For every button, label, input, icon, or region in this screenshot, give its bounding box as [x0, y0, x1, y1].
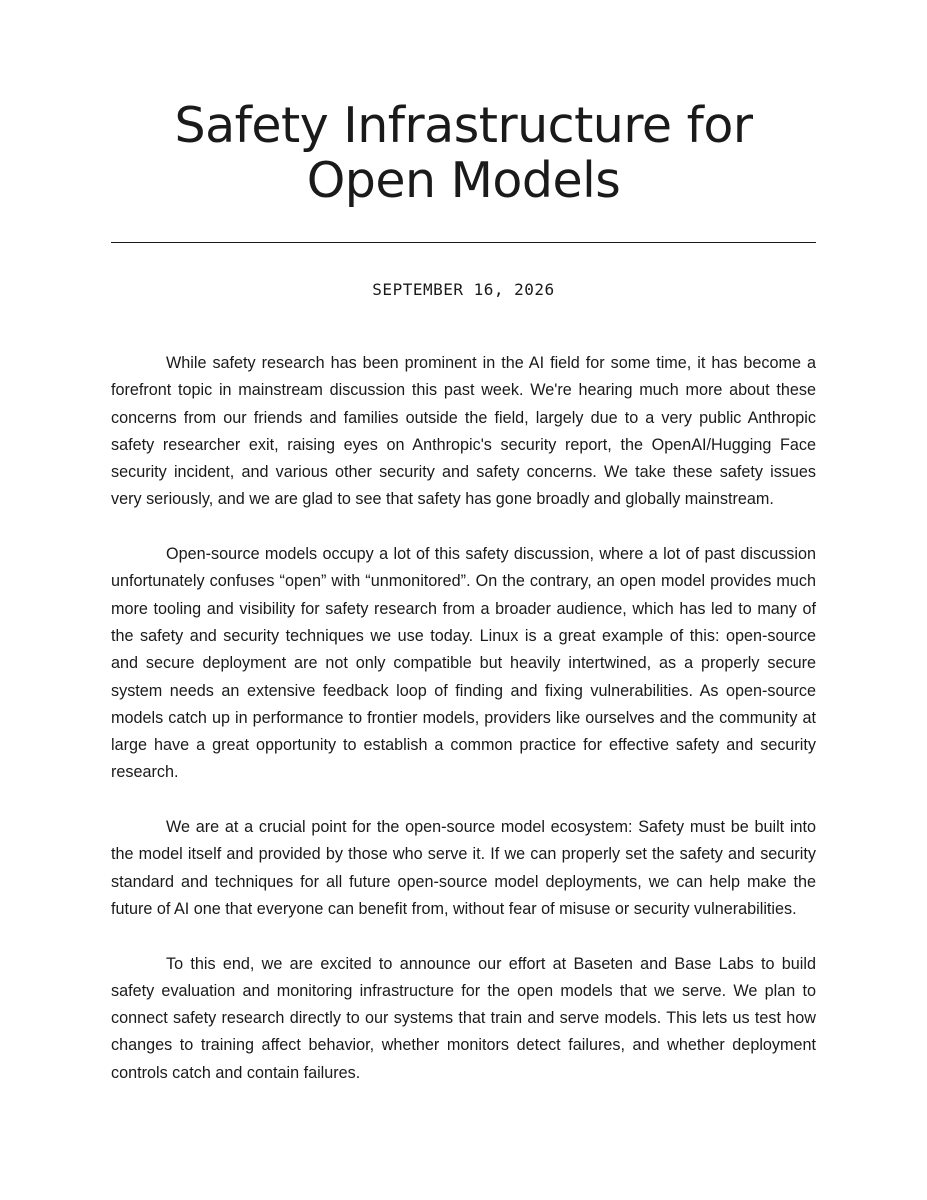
article-body — [111, 350, 816, 1087]
title-line-2: Open Models — [306, 152, 621, 209]
page-title — [111, 0, 816, 208]
paragraph-1: While safety research has been prominent in the AI field for some time, it has become a forefront topic in mainstream discussion this past week. We're hearing much more about these concerns from our friends and families outside the field, largely due to a very public Anthropic safety researcher exit, raising eyes on Anthropic's security report, the OpenAI/Hugging Face security incident, and various other security and safety concerns. We take these safety issues very seriously, and we are glad to see that safety has gone broadly and globally mainstream. — [111, 354, 816, 509]
paragraph-4: To this end, we are excited to announce our effort at Baseten and Base Labs to build safety evaluation and monitoring infrastructure for the open models that we serve. We plan to connect safety research directly to our systems that train and serve models. This lets us test how changes to training affect behavior, whether monitors detect failures, and whether deployment controls catch and contain failures. — [111, 954, 816, 1082]
title-divider — [111, 242, 816, 243]
publication-date: SEPTEMBER 16, 2026 — [372, 280, 555, 299]
title-line-1: Safety Infrastructure for — [174, 97, 753, 154]
paragraph-3: We are at a crucial point for the open-source model ecosystem: Safety must be built into the model itself and provided by those who serve it. If we can properly set the safety and security standard and techniques for all future open-source model deployments, we can help make the future of AI one that everyone can benefit from, without fear of misuse or security vulnerabilities. — [111, 818, 816, 918]
paragraph-2: Open-source models occupy a lot of this safety discussion, where a lot of past discussion unfortunately confuses “open” with “unmonitored”. On the contrary, an open model provides much more tooling and visibility for safety research from a broader audience, which has led to many of the safety and security techniques we use today. Linux is a great example of this: open-source and secure deployment are not only compatible but heavily intertwined, as a properly secure system needs an extensive feedback loop of finding and fixing vulnerabilities. As open-source models catch up in performance to frontier models, providers like ourselves and the community at large have a great opportunity to establish a common practice for effective safety and security research. — [111, 545, 816, 782]
